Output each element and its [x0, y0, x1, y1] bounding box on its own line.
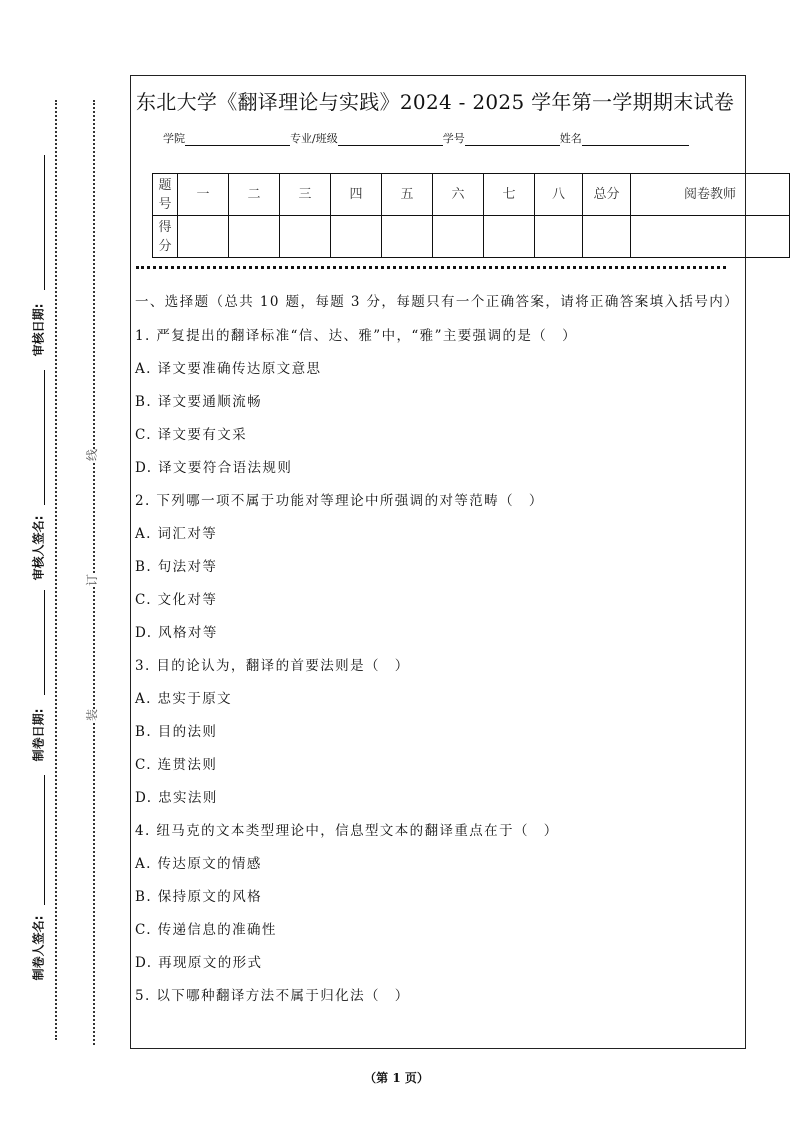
binding-char-ding: 订: [85, 573, 100, 587]
score-cell[interactable]: [535, 216, 583, 258]
binding-char-zhuang: 装: [85, 708, 100, 722]
question-number-row: [153, 174, 790, 216]
score-table: [152, 173, 790, 258]
score-cell[interactable]: [433, 216, 484, 258]
page-number: （第 1 页）: [364, 1071, 429, 1085]
question-number-label: 题号: [153, 174, 178, 216]
question-stem: 1. 严复提出的翻译标准“信、达、雅”中，“雅”主要强调的是（ ）: [135, 328, 577, 344]
score-cell-grader[interactable]: [631, 216, 790, 258]
review-date-rule: [44, 155, 45, 290]
col-3: 三: [280, 174, 331, 216]
score-cell[interactable]: [178, 216, 229, 258]
preparer-signature-rule: [44, 775, 45, 905]
answer-option: C. 译文要有文采: [135, 427, 248, 443]
answer-option: C. 文化对等: [135, 592, 218, 608]
col-6: 六: [433, 174, 484, 216]
answer-option: A. 传达原文的情感: [135, 856, 262, 872]
answer-option: D. 译文要符合语法规则: [135, 460, 293, 476]
score-cell-total[interactable]: [583, 216, 631, 258]
answer-option: C. 传递信息的准确性: [135, 922, 277, 938]
col-5: 五: [382, 174, 433, 216]
answer-option: D. 忠实法则: [135, 790, 218, 806]
binding-dotted-line-outer: [55, 100, 57, 1040]
answer-option: D. 再现原文的形式: [135, 955, 263, 971]
answer-option: A. 忠实于原文: [135, 691, 233, 707]
score-cell[interactable]: [331, 216, 382, 258]
exam-body: [135, 292, 743, 1018]
col-total: 总分: [583, 174, 631, 216]
reviewer-signature-rule: [44, 370, 45, 505]
student-id-label: 学号: [442, 132, 465, 145]
score-row: [153, 216, 790, 258]
answer-option: D. 风格对等: [135, 625, 218, 641]
question-list: [135, 325, 743, 1018]
question-stem: 4. 纽马克的文本类型理论中，信息型文本的翻译重点在于（ ）: [135, 823, 559, 839]
answer-option: C. 连贯法则: [135, 757, 218, 773]
student-info-line: [163, 130, 689, 146]
binding-dotted-line-inner: [93, 100, 95, 1045]
col-1: 一: [178, 174, 229, 216]
answer-option: B. 目的法则: [135, 724, 218, 740]
score-cell[interactable]: [280, 216, 331, 258]
name-field[interactable]: [582, 131, 689, 146]
college-field[interactable]: [185, 131, 290, 146]
dotted-separator: [136, 266, 726, 269]
prepare-date-rule: [44, 590, 45, 695]
col-2: 二: [229, 174, 280, 216]
col-7: 七: [484, 174, 535, 216]
answer-option: A. 词汇对等: [135, 526, 218, 542]
col-4: 四: [331, 174, 382, 216]
col-grader: 阅卷教师: [631, 174, 790, 216]
college-label: 学院: [163, 132, 185, 145]
answer-option: A. 译文要准确传达原文意思: [135, 361, 322, 377]
name-label: 姓名: [559, 132, 582, 145]
student-id-field[interactable]: [465, 131, 560, 146]
col-8: 八: [535, 174, 583, 216]
question-stem: 2. 下列哪一项不属于功能对等理论中所强调的对等范畴（ ）: [135, 493, 544, 509]
binding-char-xian: 线: [85, 448, 100, 462]
score-cell[interactable]: [382, 216, 433, 258]
answer-option: B. 译文要通顺流畅: [135, 394, 263, 410]
section-heading: 一、选择题（总共 10 题，每题 3 分，每题只有一个正确答案，请将正确答案填入括号内）: [135, 294, 740, 310]
score-cell[interactable]: [229, 216, 280, 258]
score-cell[interactable]: [484, 216, 535, 258]
question-stem: 3. 目的论认为，翻译的首要法则是（ ）: [135, 658, 410, 674]
answer-option: B. 句法对等: [135, 559, 218, 575]
question-stem: 5. 以下哪种翻译方法不属于归化法（ ）: [135, 988, 410, 1004]
answer-option: B. 保持原文的风格: [135, 889, 263, 905]
major-class-field[interactable]: [338, 131, 443, 146]
exam-title: 东北大学《翻译理论与实践》2024 - 2025 学年第一学期期末试卷: [136, 90, 735, 114]
score-label: 得分: [153, 216, 178, 258]
major-class-label: 专业/班级: [290, 132, 338, 145]
